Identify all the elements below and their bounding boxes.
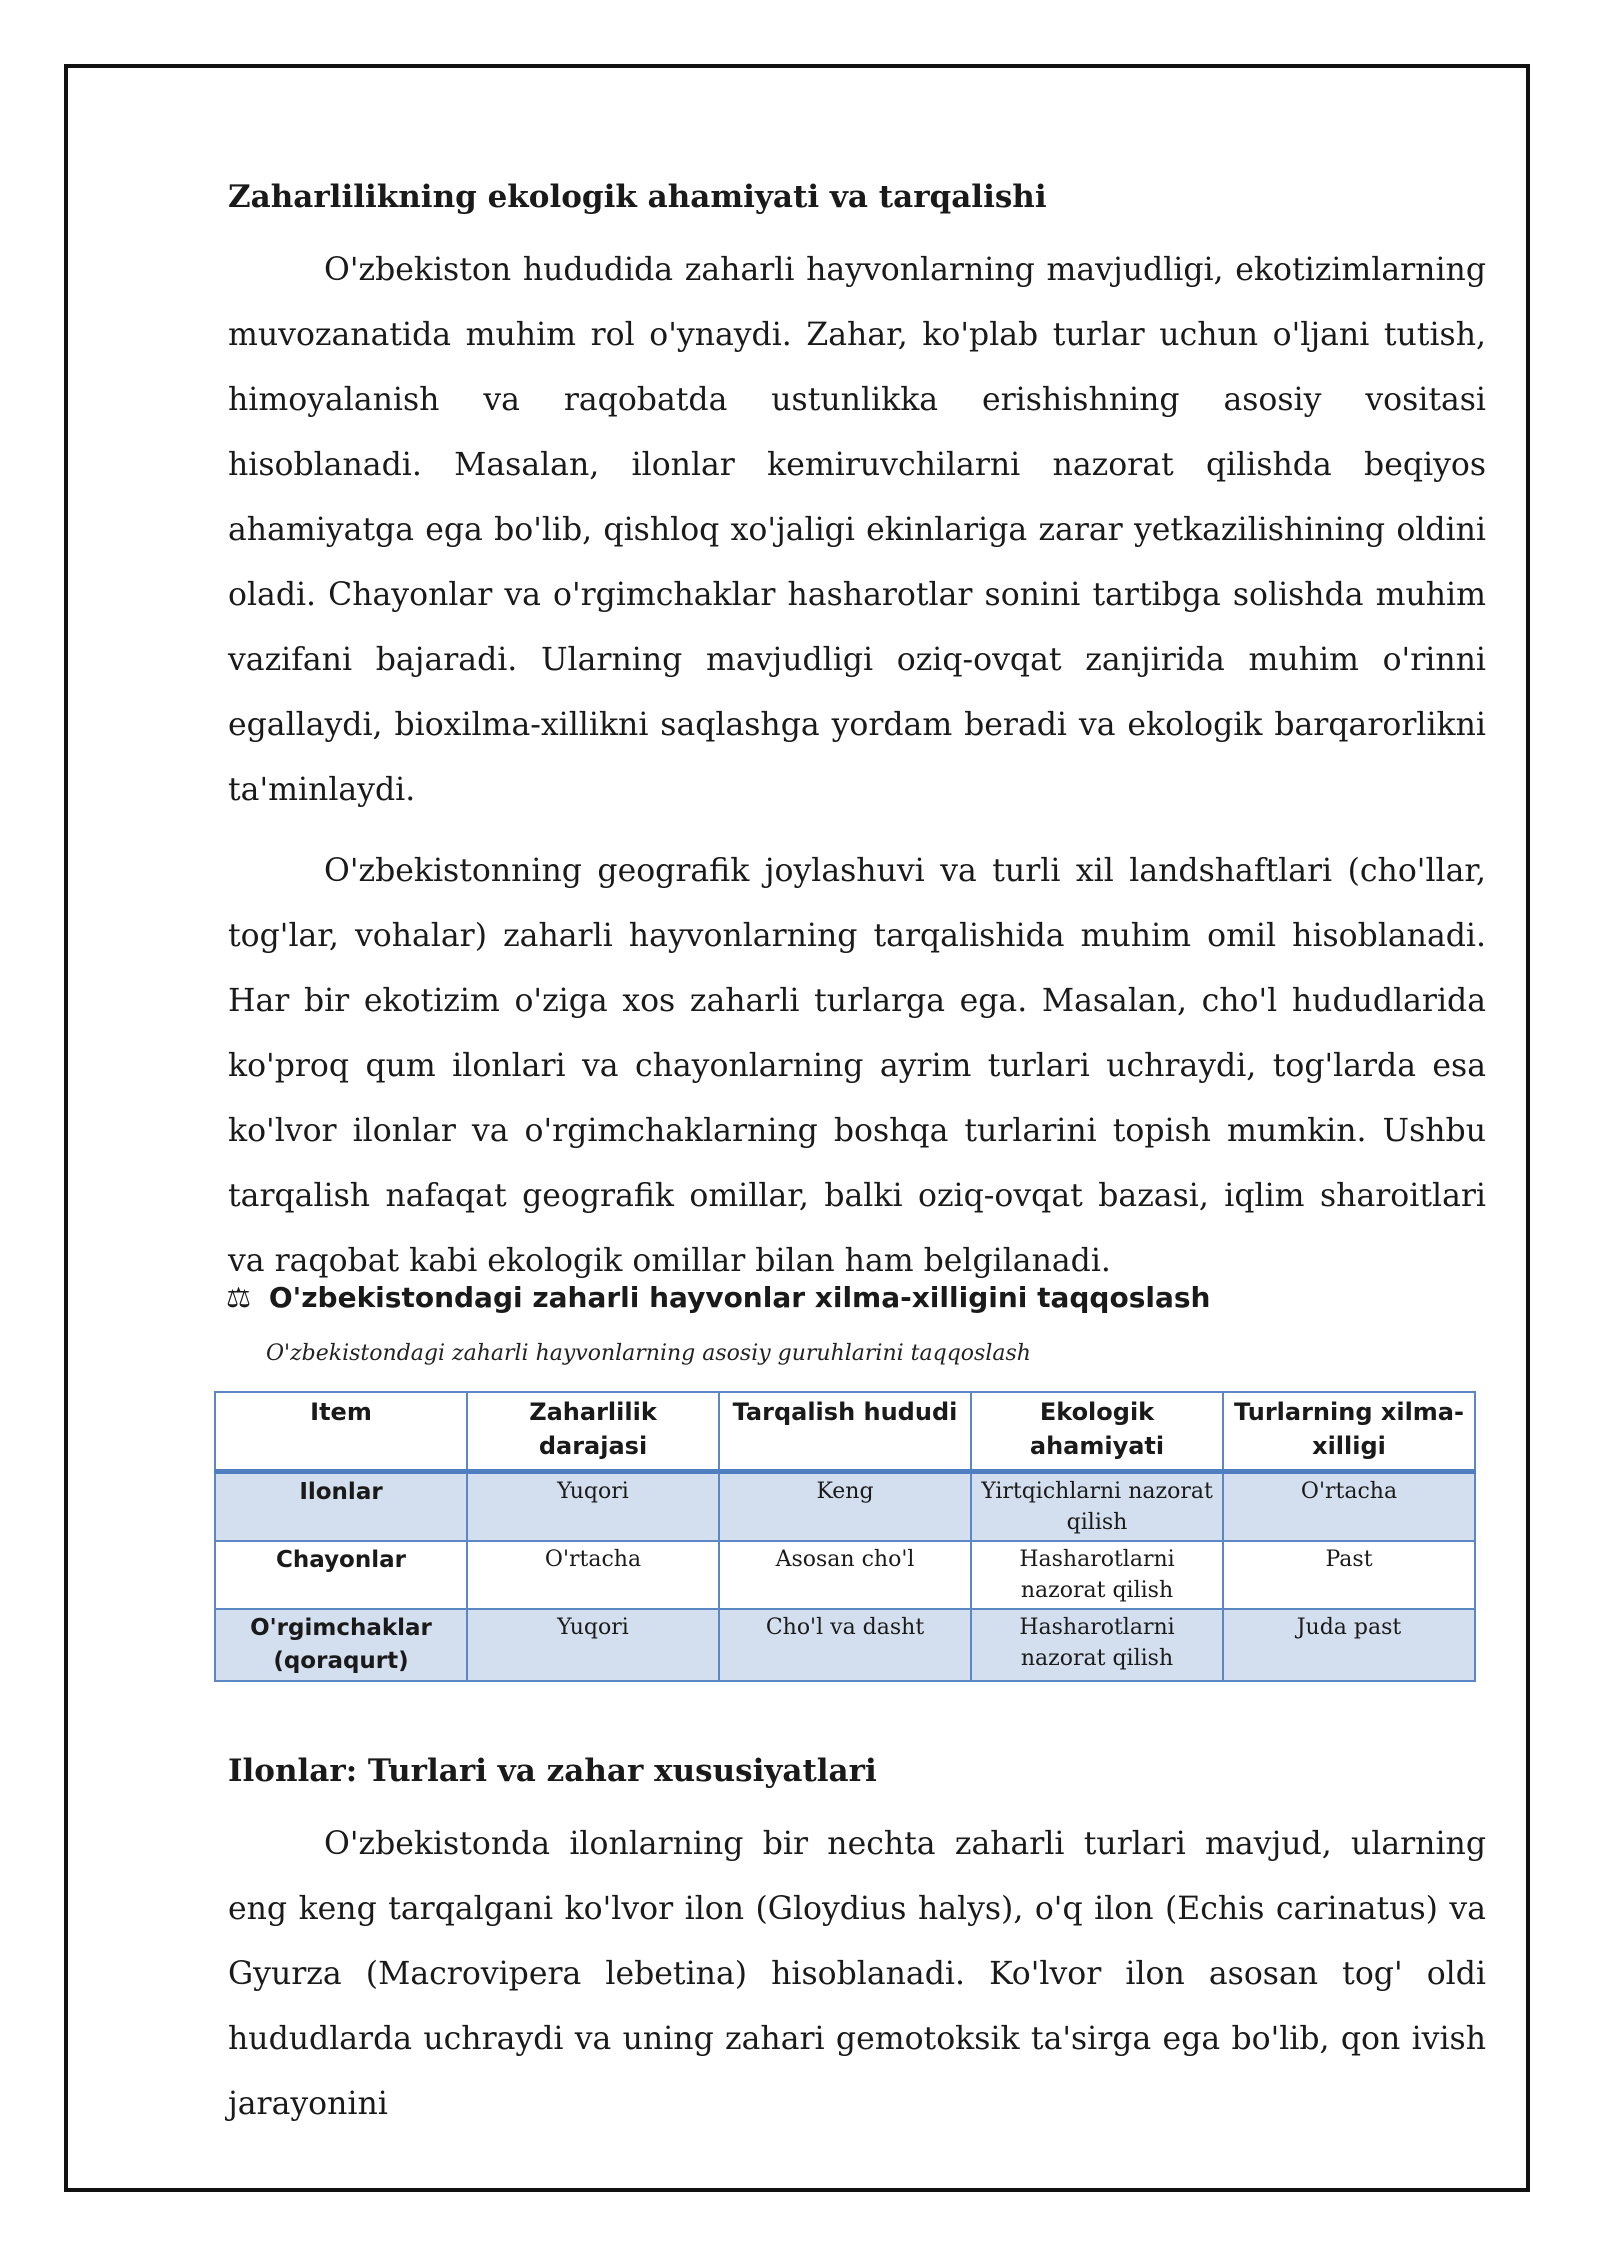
section-heading: Zaharlilikning ekologik ahamiyati va tarqalishi <box>228 179 1047 215</box>
row-header-cell: Ilonlar <box>215 1472 467 1542</box>
table-title-text: O'zbekistondagi zaharli hayvonlar xilma-xilligini taqqoslash <box>268 1281 1211 1314</box>
table-cell: Asosan cho'l <box>719 1541 971 1609</box>
row-header-cell: Chayonlar <box>215 1541 467 1609</box>
table-title <box>226 1278 1210 1318</box>
column-header: Tarqalish hududi <box>719 1392 971 1472</box>
table-row <box>215 1472 1475 1542</box>
table-cell: O'rtacha <box>1223 1472 1475 1542</box>
table-cell: Hasharotlarni nazorat qilish <box>971 1541 1223 1609</box>
column-header: Turlarning xilma-xilligi <box>1223 1392 1475 1472</box>
paragraph: O'zbekistonning geografik joylashuvi va turli xil landshaftlari (cho'llar, tog'lar, vohalar) zaharli hayvonlarning tarqalishida muhim omil hisoblanadi. Har bir ekotizim o'ziga xos zaharli turlarga ega. Masalan, cho'l hududlarida ko'proq qum ilonlari va chayonlarning ayrim turlari uchraydi, tog'larda esa ko'lvor ilonlar va o'rgimchaklarning boshqa turlarini topish mumkin. Ushbu tarqalish nafaqat geografik omillar, balki oziq-ovqat bazasi, iqlim sharoitlari va raqobat kabi ekologik omillar bilan ham belgilanadi. <box>228 853 1486 1279</box>
paragraph: O'zbekistonda ilonlarning bir nechta zaharli turlari mavjud, ularning eng keng tarqalgani ko'lvor ilon (Gloydius halys), o'q ilon (Echis carinatus) va Gyurza (Macrovipera lebetina) hisoblanadi. Ko'lvor ilon asosan tog' oldi hududlarda uchraydi va uning zahari gemotoksik ta'sirga ega bo'lib, qon ivish jarayonini <box>228 1826 1486 2122</box>
table-cell: Yuqori <box>467 1472 719 1542</box>
column-header: Item <box>215 1392 467 1472</box>
table-row <box>215 1541 1475 1609</box>
table-cell: Past <box>1223 1541 1475 1609</box>
comparison-table <box>214 1391 1476 1682</box>
section-ecology <box>228 175 1486 1294</box>
column-header: Zaharlilik darajasi <box>467 1392 719 1472</box>
balance-scale-icon: ⚖ <box>226 1281 252 1314</box>
section-heading: Ilonlar: Turlari va zahar xususiyatlari <box>228 1753 877 1789</box>
table-row <box>215 1609 1475 1681</box>
section-snakes <box>228 1749 1486 2137</box>
table-cell: Keng <box>719 1472 971 1542</box>
table-header-row <box>215 1392 1475 1472</box>
table-cell: Yirtqichlarni nazorat qilish <box>971 1472 1223 1542</box>
table-caption: O'zbekistondagi zaharli hayvonlarning asosiy guruhlarini taqqoslash <box>266 1341 1031 1366</box>
column-header: Ekologik ahamiyati <box>971 1392 1223 1472</box>
table-cell: Cho'l va dasht <box>719 1609 971 1681</box>
table-cell: Hasharotlarni nazorat qilish <box>971 1609 1223 1681</box>
table-cell: Yuqori <box>467 1609 719 1681</box>
table-cell: Juda past <box>1223 1609 1475 1681</box>
table-cell: O'rtacha <box>467 1541 719 1609</box>
row-header-cell: O'rgimchaklar (qoraqurt) <box>215 1609 467 1681</box>
paragraph: O'zbekiston hududida zaharli hayvonlarning mavjudligi, ekotizimlarning muvozanatida muhim rol o'ynaydi. Zahar, ko'plab turlar uchun o'ljani tutish, himoyalanish va raqobatda ustunlikka erishishning asosiy vositasi hisoblanadi. Masalan, ilonlar kemiruvchilarni nazorat qilishda beqiyos ahamiyatga ega bo'lib, qishloq xo'jaligi ekinlariga zarar yetkazilishining oldini oladi. Chayonlar va o'rgimchaklar hasharotlar sonini tartibga solishda muhim vazifani bajaradi. Ularning mavjudligi oziq-ovqat zanjirida muhim o'rinni egallaydi, bioxilma-xillikni saqlashga yordam beradi va ekologik barqarorlikni ta'minlaydi. <box>228 252 1486 808</box>
